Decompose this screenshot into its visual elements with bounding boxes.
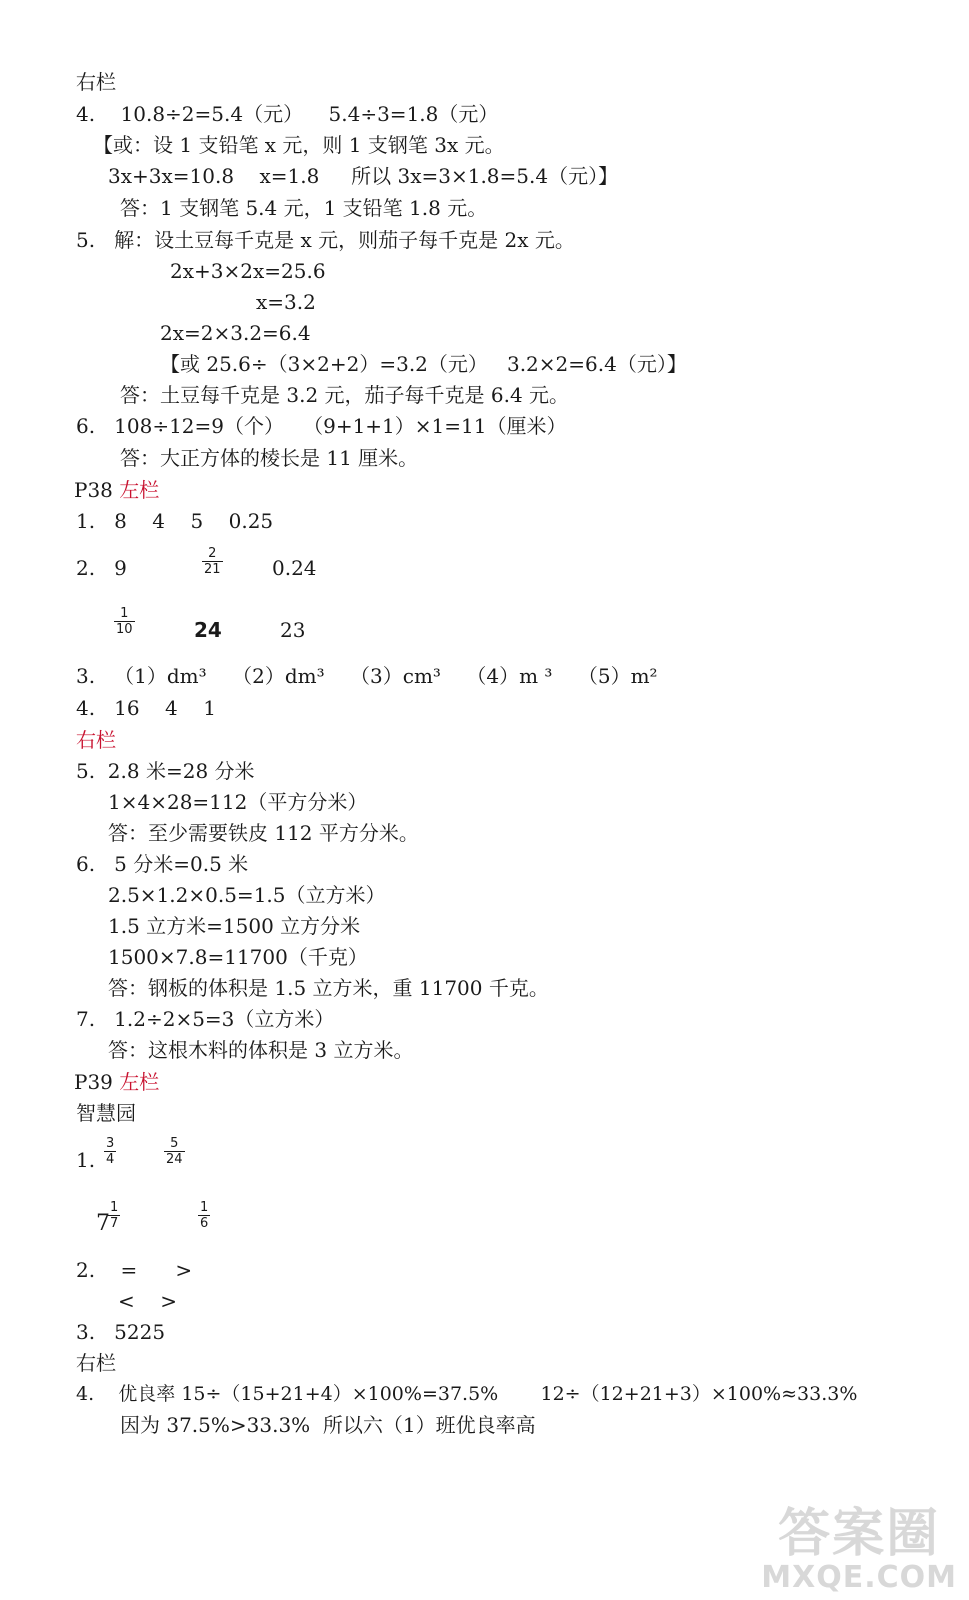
mixed-number-whole: 7: [96, 1211, 110, 1236]
page-heading-p39: [74, 1070, 159, 1094]
answer-line: 3x+3x=10.8 x=1.8 所以 3x=3×1.8=5.4（元）】: [108, 164, 619, 188]
answer-value: 23: [280, 618, 306, 642]
answer-line: 7. 1.2÷2×5=3（立方米）: [76, 1007, 335, 1031]
answer-line: 答：大正方体的棱长是 11 厘米。: [120, 446, 419, 470]
answer-line: 4. 16 4 1: [76, 696, 216, 720]
answer-line: 答：钢板的体积是 1.5 立方米，重 11700 千克。: [108, 976, 549, 1000]
answer-line: 2. = >: [76, 1258, 193, 1282]
section-right-col: 右栏: [76, 1351, 116, 1375]
answer-line: 5. 解：设土豆每千克是 x 元，则茄子每千克是 2x 元。: [76, 228, 575, 252]
answer-line: x=3.2: [256, 290, 316, 314]
answer-value: 24: [194, 618, 222, 642]
answer-line: 【或 25.6÷（3×2+2）=3.2（元） 3.2×2=6.4（元）】: [160, 352, 687, 376]
fraction: $\frac{2}{21}$: [204, 546, 221, 577]
answer-line: 2x=2×3.2=6.4: [160, 321, 311, 345]
section-title: 智慧园: [76, 1101, 136, 1125]
answer-value: 0.24: [272, 556, 317, 580]
answer-line: 答：这根木料的体积是 3 立方米。: [108, 1038, 414, 1062]
answer-line: 1. 8 4 5 0.25: [76, 509, 274, 533]
section-right-col: 右栏: [76, 70, 116, 94]
answer-line: 因为 37.5%>33.3% 所以六（1）班优良率高: [120, 1413, 536, 1437]
answer-line: 3. 5225: [76, 1320, 166, 1344]
answer-line: 1.5 立方米=1500 立方分米: [108, 914, 361, 938]
answer-line: 5. 2.8 米=28 分米: [76, 759, 255, 783]
answer-line: 答：1 支钢笔 5.4 元，1 支铅笔 1.8 元。: [120, 196, 488, 220]
watermark-url: MXQE.COM: [761, 1560, 957, 1595]
answer-line: 4. 优良率 15÷（15+21+4）×100%=37.5% 12÷（12+21+3）×100%≈33.3%: [76, 1383, 858, 1405]
answer-line: 2. 9: [76, 556, 127, 580]
fraction: $\frac{1}{7}$: [110, 1200, 119, 1231]
answer-line: 2x+3×2x=25.6: [170, 259, 326, 283]
page-heading-p38: [74, 478, 159, 502]
page-number: P38: [74, 478, 120, 502]
section-right-col: 右栏: [76, 728, 116, 752]
answer-line: 【或：设 1 支铅笔 x 元，则 1 支钢笔 3x 元。: [93, 133, 505, 157]
column-label: 左栏: [119, 478, 160, 502]
answer-line: 4. 10.8÷2=5.4（元） 5.4÷3=1.8（元）: [76, 102, 499, 126]
answer-line: 6. 5 分米=0.5 米: [76, 852, 249, 876]
answer-line: < >: [118, 1289, 177, 1313]
column-label: 左栏: [119, 1070, 160, 1094]
fraction: $\frac{5}{24}$: [166, 1136, 183, 1167]
answer-line: 3. （1）dm³ （2）dm³ （3）cm³ （4）m ³ （5）m²: [76, 664, 658, 688]
answer-line: 答：土豆每千克是 3.2 元，茄子每千克是 6.4 元。: [120, 383, 570, 407]
watermark-logo: [761, 1506, 957, 1594]
fraction: $\frac{1}{10}$: [116, 606, 133, 637]
answer-line: 2.5×1.2×0.5=1.5（立方米）: [108, 883, 386, 907]
fraction: $\frac{3}{4}$: [106, 1136, 115, 1167]
fraction: $\frac{1}{6}$: [200, 1200, 209, 1231]
answer-line: 1×4×28=112（平方分米）: [108, 790, 368, 814]
answer-line: 6. 108÷12=9（个） （9+1+1）×1=11（厘米）: [76, 414, 567, 438]
answer-line: 1500×7.8=11700（千克）: [108, 945, 368, 969]
answer-line: 1.: [76, 1148, 96, 1172]
watermark-text: 答案圈: [778, 1504, 941, 1564]
answer-line: 答：至少需要铁皮 112 平方分米。: [108, 821, 419, 845]
page-number: P39: [74, 1070, 120, 1094]
